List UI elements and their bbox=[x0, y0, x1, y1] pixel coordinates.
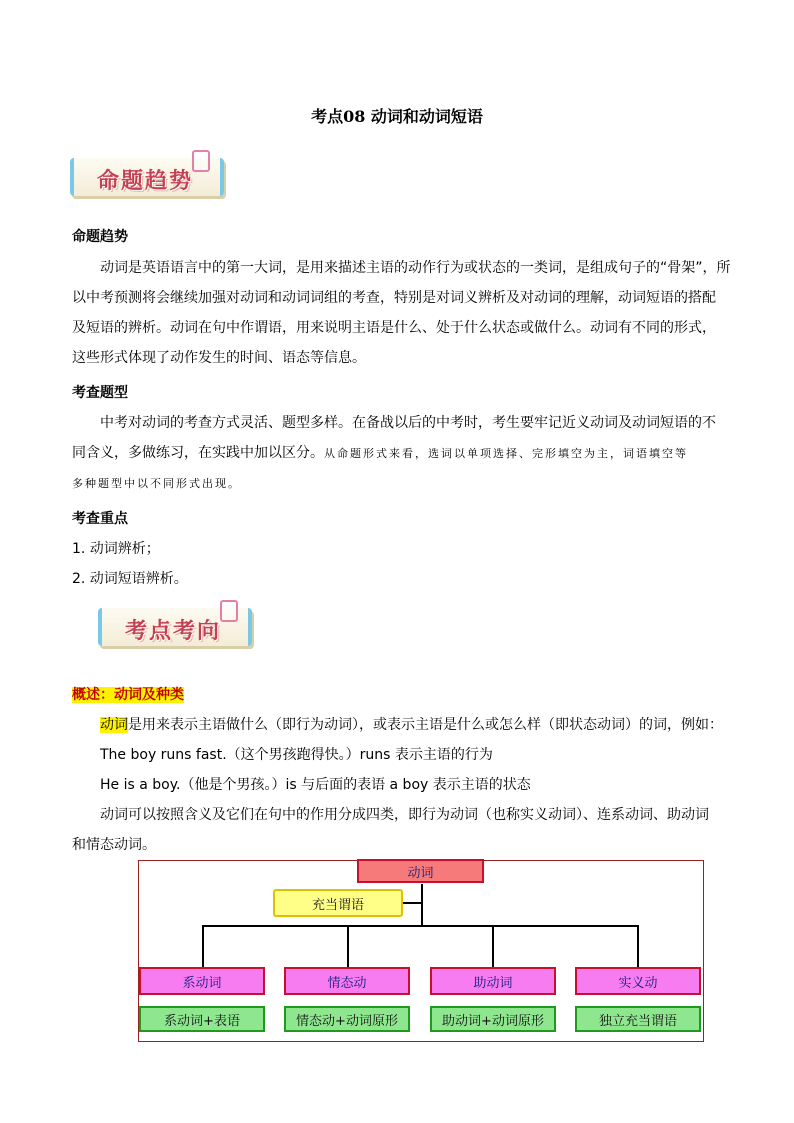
connector-root-down bbox=[421, 884, 423, 926]
node-usage-2: 情态动+动词原形 bbox=[284, 1006, 410, 1032]
types-line-3: 多种题型中以不同形式出现。 bbox=[72, 477, 241, 490]
verb-classification-diagram bbox=[138, 860, 704, 1042]
trend-line-4: 这些形式体现了动作发生的时间、语态等信息。 bbox=[72, 350, 366, 366]
banner-direction bbox=[98, 600, 250, 650]
node-role: 充当谓语 bbox=[273, 889, 403, 917]
overview-line-1: 动词是用来表示主语做什么（即行为动词），或表示主语是什么或怎么样（即状态动词）的词，例如： bbox=[100, 717, 723, 733]
focus-item-2: 2. 动词短语辨析。 bbox=[72, 571, 188, 587]
overview-line-4: 动词可以按照含义及它们在句中的作用分成四类，即行为动词（也称实义动词）、连系动词、助动词 bbox=[100, 807, 709, 823]
connector-cat-4 bbox=[637, 925, 639, 967]
banner-label: 考点考向 bbox=[124, 619, 221, 644]
focus-item-1: 1. 动词辨析； bbox=[72, 541, 160, 557]
node-category-4: 实义动 bbox=[575, 967, 701, 995]
trend-line-1: 动词是英语语言中的第一大词，是用来描述主语的动作行为或状态的一类词，是组成句子的“骨架”，所 bbox=[100, 260, 731, 276]
types-line-1: 中考对动词的考查方式灵活、题型多样。在备战以后的中考时，考生要牢记近义动词及动词短语的不 bbox=[100, 415, 716, 431]
node-root: 动词 bbox=[357, 859, 484, 883]
node-usage-4: 独立充当谓语 bbox=[575, 1006, 701, 1032]
overview-line-5: 和情态动词。 bbox=[72, 837, 156, 853]
section-heading-focus: 考查重点 bbox=[72, 511, 128, 527]
page-title: 考点08 动词和动词短语 bbox=[311, 107, 483, 126]
overview-heading: 概述：动词及种类 bbox=[72, 687, 184, 703]
connector-cat-2 bbox=[347, 925, 349, 967]
node-usage-1: 系动词+表语 bbox=[139, 1006, 265, 1032]
connector-horizontal bbox=[202, 925, 639, 927]
section-heading-trend: 命题趋势 bbox=[72, 229, 128, 245]
trend-paragraph bbox=[72, 253, 732, 373]
connector-role bbox=[401, 902, 421, 904]
trend-line-2: 以中考预测将会继续加强对动词和动词词组的考查，特别是对词义辨析及对动词的理解，动词短语的搭配 bbox=[72, 290, 716, 306]
node-category-1: 系动词 bbox=[139, 967, 265, 995]
node-category-2: 情态动 bbox=[284, 967, 410, 995]
section-heading-types: 考查题型 bbox=[72, 385, 128, 401]
overview-paragraph bbox=[72, 710, 732, 860]
overview-example-1: The boy runs fast.（这个男孩跑得快。）runs 表示主语的行为 bbox=[100, 747, 493, 763]
types-paragraph bbox=[72, 408, 732, 499]
overview-example-2: He is a boy.（他是个男孩。）is 与后面的表语 a boy 表示主语的状态 bbox=[100, 777, 531, 793]
node-category-3: 助动词 bbox=[430, 967, 556, 995]
connector-cat-1 bbox=[202, 925, 204, 967]
focus-list bbox=[72, 534, 188, 594]
banner-trend bbox=[70, 150, 222, 200]
types-line-2: 同含义，多做练习，在实践中加以区分。从命题形式来看，选词以单项选择、完形填空为主，词语填空等 bbox=[72, 445, 688, 461]
trend-line-3: 及短语的辨析。动词在句中作谓语，用来说明主语是什么、处于什么状态或做什么。动词有不同的形式， bbox=[72, 320, 716, 336]
banner-label: 命题趋势 bbox=[96, 169, 193, 194]
connector-cat-3 bbox=[492, 925, 494, 967]
node-usage-3: 助动词+动词原形 bbox=[430, 1006, 556, 1032]
